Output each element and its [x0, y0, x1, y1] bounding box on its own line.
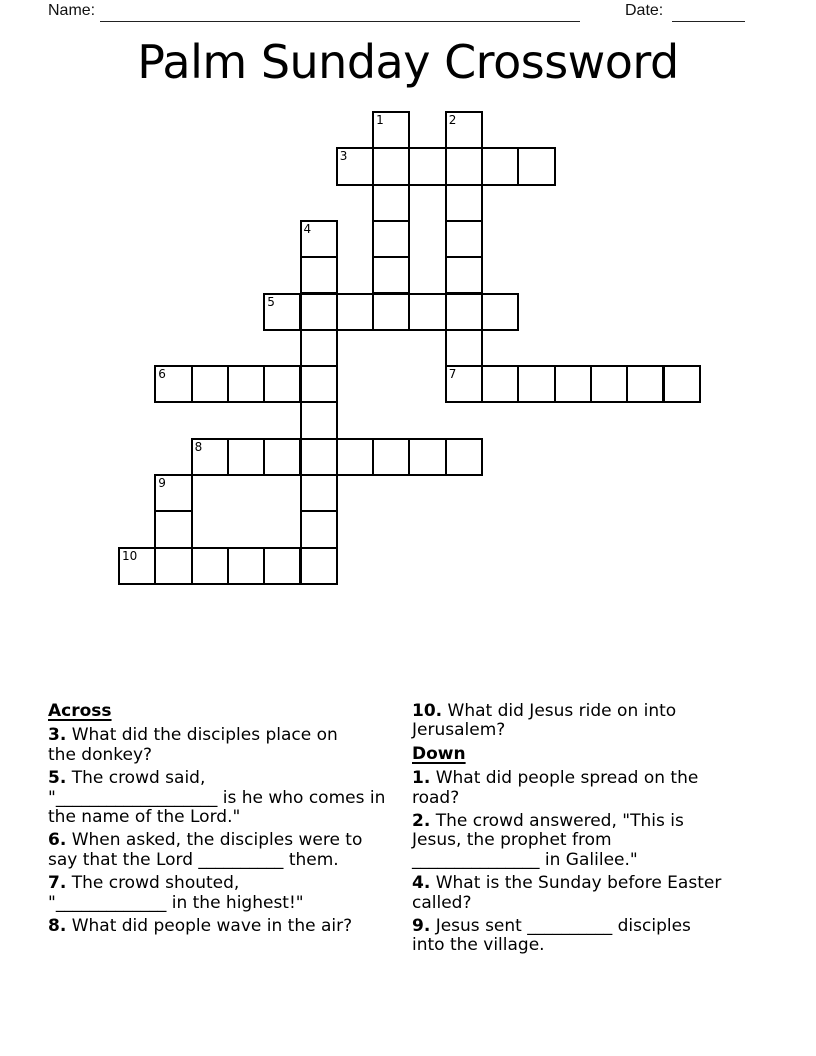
grid-cell	[481, 147, 519, 185]
clue-number: 4.	[412, 873, 431, 894]
grid-cell	[372, 256, 410, 294]
grid-cell	[372, 220, 410, 258]
across-heading: Across	[48, 701, 112, 721]
grid-cell	[372, 293, 410, 331]
clue-number: 5.	[48, 768, 67, 789]
clue-line: 2. The crowd answered, "This is	[412, 811, 684, 832]
grid-cell-number: 9	[158, 476, 166, 490]
grid-cell-number: 10	[122, 548, 138, 563]
grid-cell	[300, 220, 338, 258]
grid-cell	[372, 147, 410, 185]
grid-cell	[372, 184, 410, 222]
clue	[412, 917, 784, 956]
grid-cell	[263, 438, 301, 476]
grid-cell	[663, 365, 701, 403]
grid-cell	[445, 293, 483, 331]
grid-cell	[300, 401, 338, 439]
grid-cell	[263, 547, 301, 585]
grid-cell	[445, 184, 483, 222]
clue-number: 9.	[412, 916, 431, 937]
grid-cell	[263, 293, 301, 331]
clue-number: 6.	[48, 830, 67, 851]
grid-cell	[227, 547, 265, 585]
clue-line: Jesus, the prophet from	[412, 830, 612, 851]
grid-cell	[227, 365, 265, 403]
clue-number: 8.	[48, 916, 67, 937]
clues-column-left	[48, 702, 412, 940]
date-write-line	[672, 2, 745, 22]
clue-line: 9. Jesus sent __________ disciples	[412, 916, 691, 937]
clue-line: 8. What did people wave in the air?	[48, 916, 353, 937]
page-title: Palm Sunday Crossword	[137, 35, 679, 89]
grid-cell	[336, 293, 374, 331]
clue-line: the name of the Lord."	[48, 807, 241, 828]
clue	[412, 769, 784, 808]
clue-line: 4. What is the Sunday before Easter	[412, 873, 722, 894]
name-label: Name:	[48, 2, 96, 19]
clue-line: 6. When asked, the disciples were to	[48, 830, 363, 851]
grid-cell	[191, 438, 229, 476]
clue-line: "_____________ in the highest!"	[48, 892, 304, 913]
grid-cell-number: 6	[158, 367, 166, 382]
clue-line: road?	[412, 787, 460, 808]
grid-cell	[300, 329, 338, 367]
grid-cell	[445, 256, 483, 294]
date-label: Date:	[625, 2, 664, 19]
clue-line: 10. What did Jesus ride on into	[412, 701, 677, 721]
clue	[48, 726, 412, 765]
clue	[48, 917, 412, 936]
clue	[48, 874, 412, 913]
grid-cell	[154, 474, 192, 512]
clue-number: 3.	[48, 725, 67, 746]
grid-cell	[336, 438, 374, 476]
clue-line: _______________ in Galilee."	[412, 849, 638, 870]
clue	[48, 769, 412, 827]
grid-cell	[227, 438, 265, 476]
clue-line: 5. The crowd said,	[48, 768, 206, 789]
grid-cell	[590, 365, 628, 403]
grid-cell	[408, 438, 446, 476]
grid-cell	[408, 147, 446, 185]
grid-cell	[626, 365, 664, 403]
grid-cell	[300, 547, 338, 585]
name-write-line	[100, 2, 580, 22]
grid-cell	[372, 111, 410, 149]
clue	[412, 874, 784, 913]
grid-cell	[191, 365, 229, 403]
grid-cell-number: 2	[448, 113, 457, 127]
grid-cell	[191, 547, 229, 585]
clue-number: 1.	[412, 768, 431, 789]
clue-line: "___________________ is he who comes in	[48, 787, 386, 808]
grid-cell-number: 5	[267, 294, 275, 309]
grid-cell-number: 3	[339, 149, 348, 164]
clue-line: the donkey?	[48, 744, 153, 765]
clue-line: 3. What did the disciples place on	[48, 725, 338, 746]
grid-cell	[445, 220, 483, 258]
grid-cell	[408, 293, 446, 331]
clue-number: 2.	[412, 811, 431, 832]
clue-number: 7.	[48, 873, 67, 894]
crossword-grid	[118, 111, 701, 585]
grid-cell	[445, 438, 483, 476]
clue-number: 10.	[412, 701, 443, 721]
clues-column-right	[412, 702, 784, 960]
down-clue-list	[412, 769, 784, 956]
grid-cell	[445, 147, 483, 185]
grid-cell	[372, 438, 410, 476]
across-clue-overflow	[412, 702, 784, 741]
grid-cell	[154, 547, 192, 585]
grid-cell-number: 8	[194, 439, 203, 454]
grid-cell	[263, 365, 301, 403]
clue-line: into the village.	[412, 935, 545, 956]
clue	[48, 831, 412, 870]
grid-cell	[445, 111, 483, 149]
grid-cell	[154, 365, 192, 403]
grid-cell	[300, 365, 338, 403]
clue	[412, 812, 784, 870]
down-heading: Down	[412, 743, 466, 764]
grid-cell	[445, 329, 483, 367]
clue-line: called?	[412, 892, 472, 913]
grid-cell	[517, 147, 555, 185]
clue-line: 7. The crowd shouted,	[48, 873, 240, 894]
grid-cell	[336, 147, 374, 185]
grid-cell-number: 1	[376, 113, 384, 127]
clue	[412, 702, 784, 741]
clue-line: 1. What did people spread on the	[412, 768, 699, 789]
grid-cell	[554, 365, 592, 403]
grid-cell	[300, 293, 338, 331]
grid-cell	[300, 438, 338, 476]
clue-line: Jerusalem?	[412, 720, 506, 741]
grid-cell	[118, 547, 156, 585]
grid-cell	[300, 510, 338, 548]
grid-cell	[300, 474, 338, 512]
grid-cell-number: 7	[448, 367, 457, 382]
grid-cell	[517, 365, 555, 403]
grid-cell	[481, 365, 519, 403]
grid-cell-number: 4	[303, 221, 312, 236]
across-clue-list	[48, 726, 412, 936]
grid-cell	[154, 510, 192, 548]
clue-line: say that the Lord __________ them.	[48, 849, 339, 870]
grid-cell	[481, 293, 519, 331]
grid-cell	[300, 256, 338, 294]
grid-cell	[445, 365, 483, 403]
